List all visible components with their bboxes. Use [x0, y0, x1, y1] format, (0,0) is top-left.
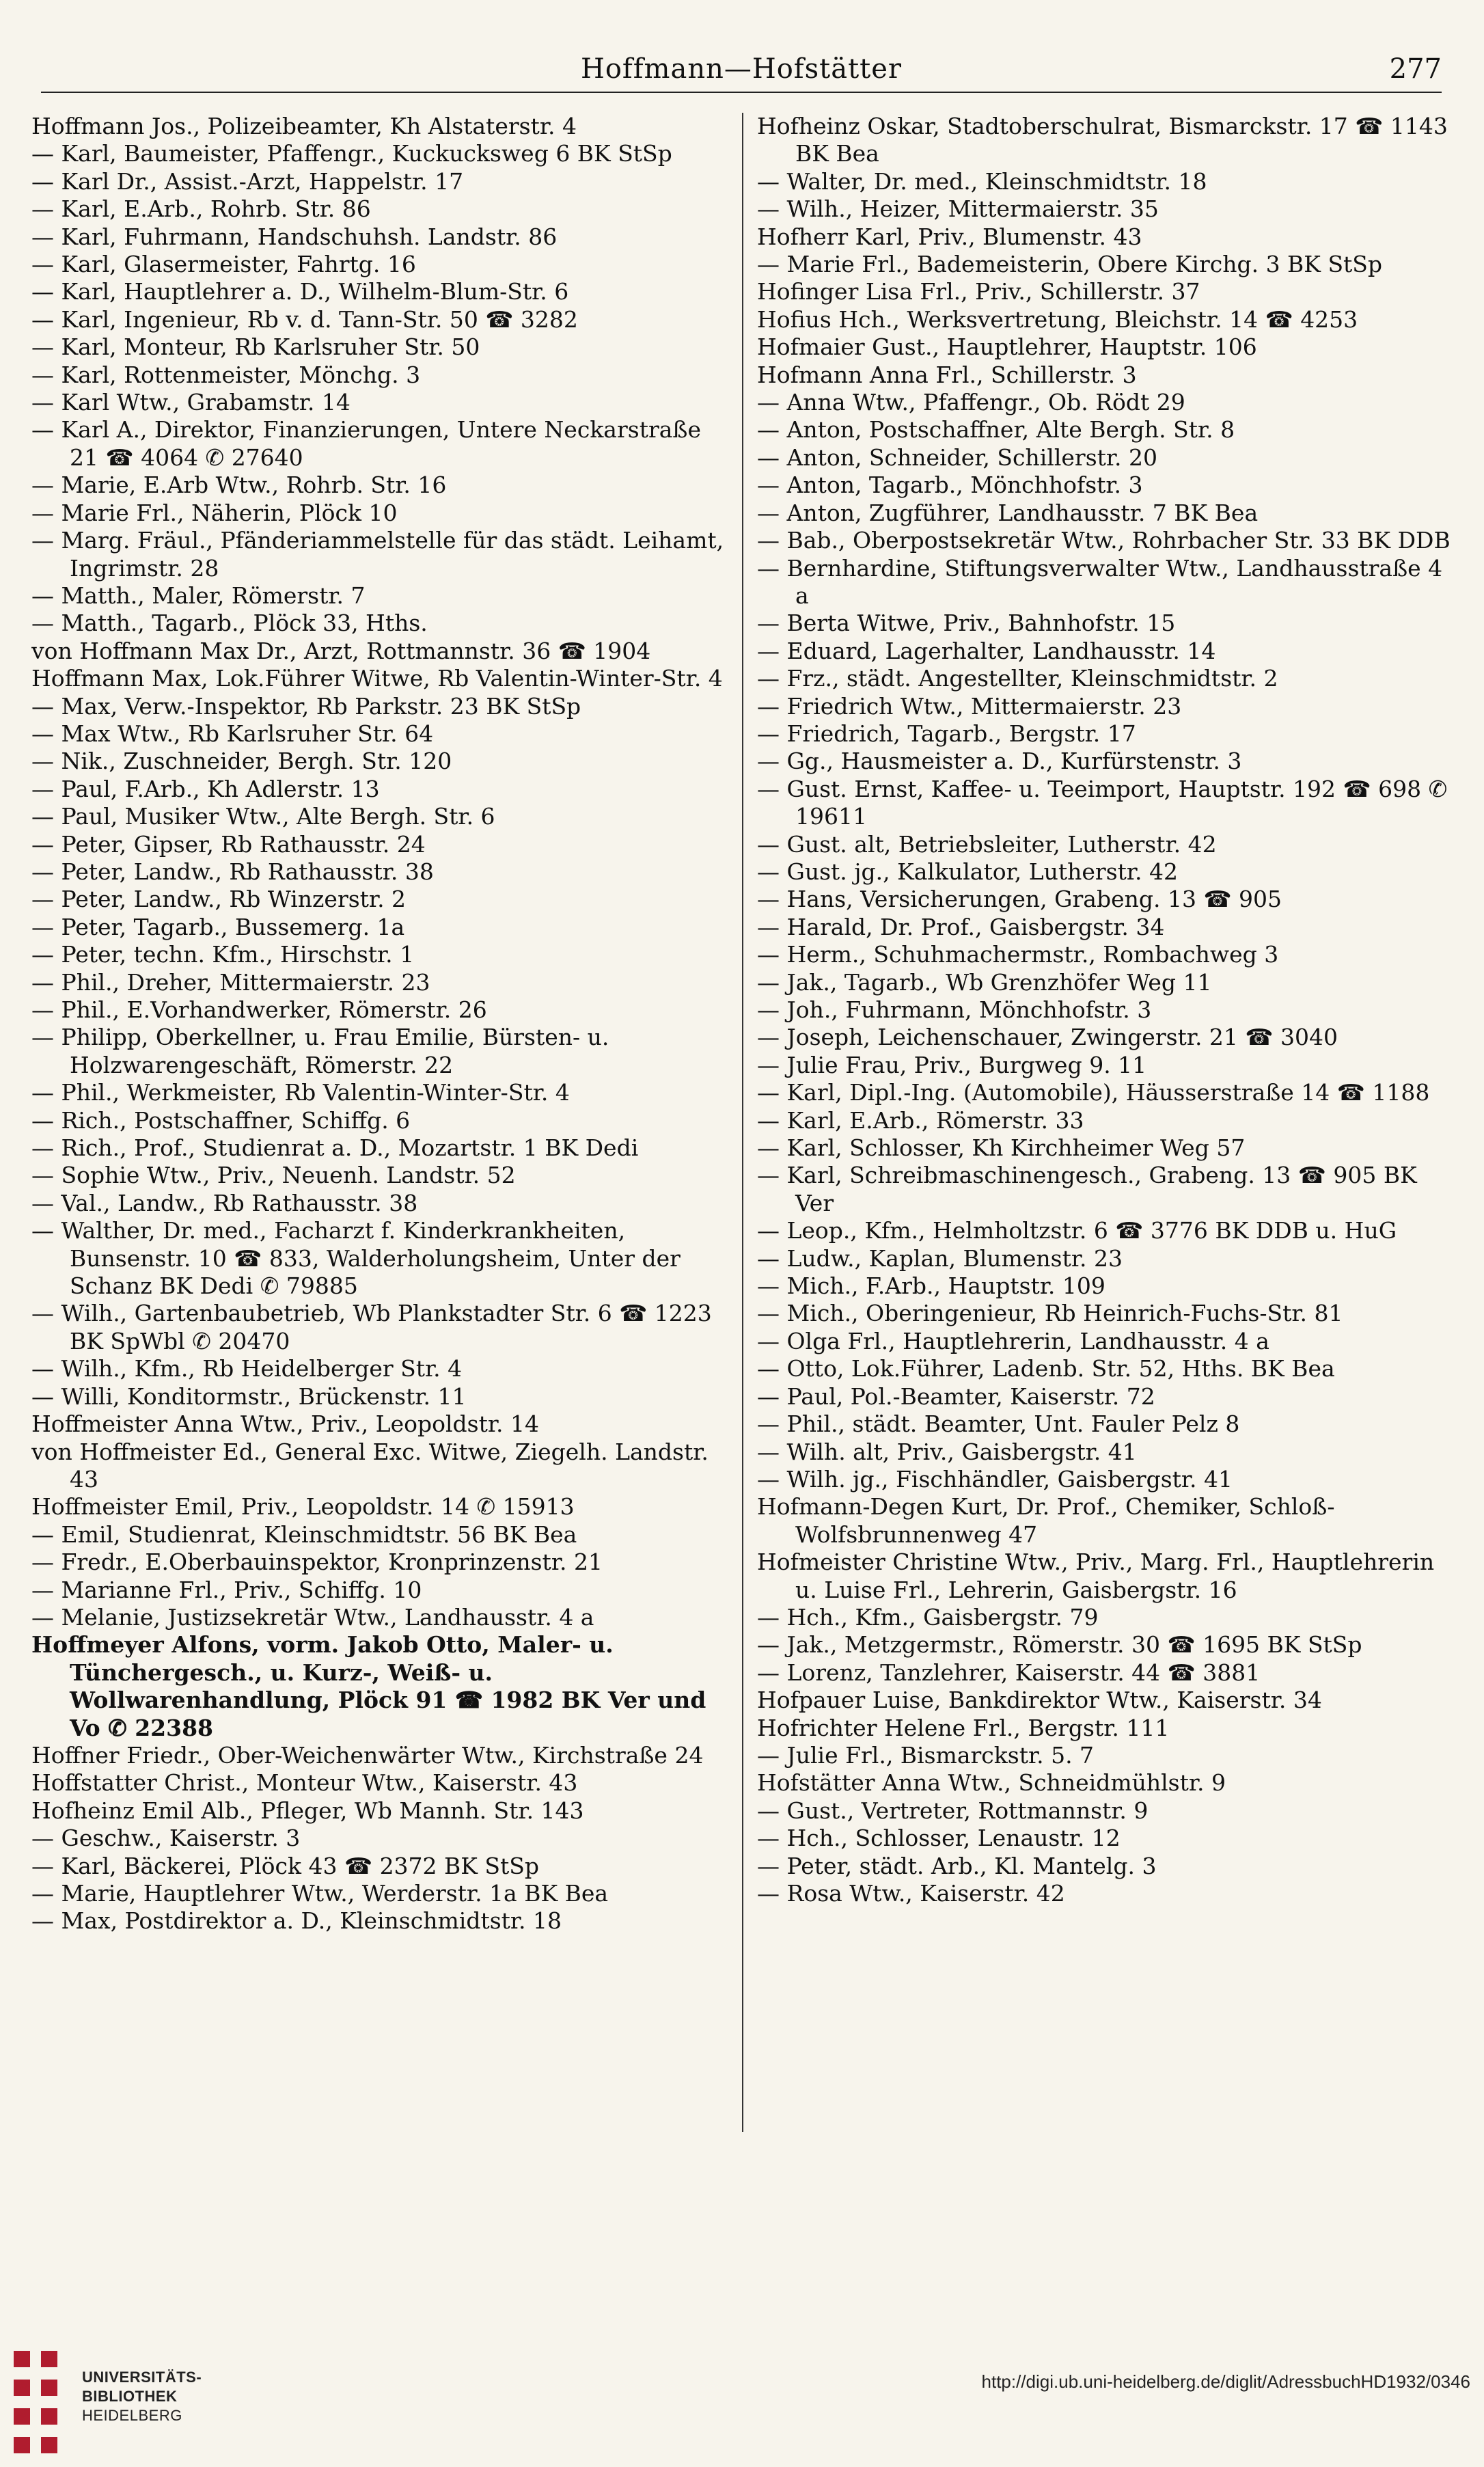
directory-entry: Hofmann-Degen Kurt, Dr. Prof., Chemiker, Schloß-Wolfsbrunnenweg 47	[757, 1493, 1335, 1548]
directory-entry: — Gust. Ernst, Kaffee- u. Teeimport, Hauptstr. 192 ☎ 698 ✆ 19611	[757, 775, 1448, 830]
directory-entry: Hofmaier Gust., Hauptlehrer, Hauptstr. 106	[757, 333, 1257, 361]
directory-entry: Hoffmann Jos., Polizeibeamter, Kh Alstaterstr. 4	[31, 113, 577, 139]
directory-entry: — Peter, Landw., Rb Rathausstr. 38	[31, 858, 434, 885]
directory-entry: — Anton, Schneider, Schillerstr. 20	[757, 444, 1158, 471]
right-column	[757, 113, 1461, 2132]
directory-entry: — Max Wtw., Rb Karlsruher Str. 64	[31, 720, 434, 747]
directory-entry: — Max, Verw.-Inspektor, Rb Parkstr. 23 BK StSp	[31, 692, 581, 720]
directory-entry: — Max, Postdirektor a. D., Kleinschmidtstr. 18	[31, 1907, 562, 1935]
directory-entry: Hoffner Friedr., Ober-Weichenwärter Wtw., Kirchstraße 24	[31, 1741, 704, 1769]
directory-entry: — Friedrich, Tagarb., Bergstr. 17	[757, 720, 1136, 747]
directory-entry: — Wilh., Gartenbaubetrieb, Wb Plankstadter Str. 6 ☎ 1223 BK SpWbl ✆ 20470	[31, 1300, 712, 1354]
directory-entry: Hoffmann Max, Lok.Führer Witwe, Rb Valentin-Winter-Str. 4	[31, 665, 723, 692]
directory-entry: — Fredr., E.Oberbauinspektor, Kronprinzenstr. 21	[31, 1549, 603, 1576]
directory-entry: — Wilh. alt, Priv., Gaisbergstr. 41	[757, 1438, 1137, 1465]
directory-entry: — Anna Wtw., Pfaffengr., Ob. Rödt 29	[757, 389, 1185, 416]
directory-entry: — Karl Dr., Assist.-Arzt, Happelstr. 17	[31, 167, 464, 195]
library-name	[82, 2368, 202, 2425]
directory-entry: — Anton, Tagarb., Mönchhofstr. 3	[757, 472, 1143, 499]
directory-entry: — Lorenz, Tanzlehrer, Kaiserstr. 44 ☎ 3881	[757, 1659, 1261, 1686]
directory-entry: Hofmeister Christine Wtw., Priv., Marg. Frl., Hauptlehrerin u. Luise Frl., Lehrerin, Gaisbergstr. 16	[757, 1549, 1435, 1603]
directory-entry: — Karl, Monteur, Rb Karlsruher Str. 50	[31, 333, 480, 361]
directory-entry: — Karl, Schreibmaschinengesch., Grabeng. 13 ☎ 905 BK Ver	[757, 1162, 1417, 1216]
directory-entry: — Karl, Fuhrmann, Handschuhsh. Landstr. 86	[31, 223, 558, 250]
directory-entry: — Olga Frl., Hauptlehrerin, Landhausstr. 4 a	[757, 1327, 1269, 1354]
directory-entry: — Bernhardine, Stiftungsverwalter Wtw., Landhausstraße 4 a	[757, 554, 1443, 609]
directory-entry: — Marie, E.Arb Wtw., Rohrb. Str. 16	[31, 472, 447, 499]
directory-entry: — Gust. alt, Betriebsleiter, Lutherstr. 42	[757, 830, 1217, 858]
directory-entry: — Peter, Tagarb., Bussemerg. 1a	[31, 913, 405, 940]
directory-entry: — Matth., Maler, Römerstr. 7	[31, 582, 366, 609]
directory-entry: — Rich., Prof., Studienrat a. D., Mozartstr. 1 BK Dedi	[31, 1134, 639, 1162]
directory-entry: — Phil., E.Vorhandwerker, Römerstr. 26	[31, 996, 487, 1023]
page-title: Hoffmann—Hofstätter	[580, 53, 903, 85]
directory-entry: — Melanie, Justizsekretär Wtw., Landhausstr. 4 a	[31, 1603, 594, 1631]
directory-entry: — Paul, Pol.-Beamter, Kaiserstr. 72	[757, 1382, 1155, 1410]
directory-entry: — Leop., Kfm., Helmholtzstr. 6 ☎ 3776 BK DDB u. HuG	[757, 1217, 1397, 1244]
directory-entry: — Wilh. jg., Fischhändler, Gaisbergstr. 41	[757, 1465, 1233, 1493]
directory-entry: — Marianne Frl., Priv., Schiffg. 10	[31, 1576, 422, 1603]
directory-entry: — Emil, Studienrat, Kleinschmidtstr. 56 BK Bea	[31, 1521, 577, 1548]
directory-entry: Hoffmeister Anna Wtw., Priv., Leopoldstr. 14	[31, 1410, 539, 1438]
directory-entry: — Peter, Gipser, Rb Rathausstr. 24	[31, 830, 426, 858]
directory-entry: — Mich., F.Arb., Hauptstr. 109	[757, 1272, 1105, 1300]
directory-entry: Hoffmeister Emil, Priv., Leopoldstr. 14 ✆ 15913	[31, 1493, 575, 1521]
directory-entry: — Marie Frl., Bademeisterin, Obere Kirchg. 3 BK StSp	[757, 251, 1383, 278]
directory-entry: — Bab., Oberpostsekretär Wtw., Rohrbacher Str. 33 BK DDB	[757, 527, 1451, 554]
directory-entry: Hofheinz Emil Alb., Pfleger, Wb Mannh. Str. 143	[31, 1797, 584, 1824]
directory-entry: — Wilh., Kfm., Rb Heidelberger Str. 4	[31, 1355, 463, 1382]
directory-entry: Hoffstatter Christ., Monteur Wtw., Kaiserstr. 43	[31, 1769, 578, 1797]
directory-entry: — Phil., Dreher, Mittermaierstr. 23	[31, 968, 430, 996]
directory-entry: — Paul, Musiker Wtw., Alte Bergh. Str. 6	[31, 803, 495, 830]
page-number: 277	[1389, 53, 1442, 85]
directory-entry: — Karl, Baumeister, Pfaffengr., Kuckucksweg 6 BK StSp	[31, 140, 672, 167]
directory-entry: — Willi, Konditormstr., Brückenstr. 11	[31, 1382, 467, 1410]
source-url[interactable]: http://digi.ub.uni-heidelberg.de/diglit/AdressbuchHD1932/0346	[981, 2371, 1470, 2392]
directory-entry: — Anton, Zugführer, Landhausstr. 7 BK Bea	[757, 499, 1259, 526]
directory-entry: — Karl, Bäckerei, Plöck 43 ☎ 2372 BK StSp	[31, 1852, 540, 1879]
directory-entry: Hofrichter Helene Frl., Bergstr. 111	[757, 1714, 1170, 1741]
directory-entry: — Joh., Fuhrmann, Mönchhofstr. 3	[757, 996, 1152, 1023]
directory-entry: — Peter, techn. Kfm., Hirschstr. 1	[31, 941, 415, 968]
directory-entry: — Otto, Lok.Führer, Ladenb. Str. 52, Hths. BK Bea	[757, 1355, 1335, 1382]
directory-entry: — Geschw., Kaiserstr. 3	[31, 1825, 301, 1852]
directory-entry: — Marie, Hauptlehrer Wtw., Werderstr. 1a BK Bea	[31, 1880, 609, 1907]
directory-entry: Hofstätter Anna Wtw., Schneidmühlstr. 9	[757, 1769, 1226, 1797]
directory-entry: — Sophie Wtw., Priv., Neuenh. Landstr. 52	[31, 1162, 516, 1189]
directory-entry: — Hch., Schlosser, Lenaustr. 12	[757, 1825, 1121, 1852]
directory-entry: Hoffmeyer Alfons, vorm. Jakob Otto, Maler- u. Tünchergesch., u. Kurz-, Weiß- u. Wollwarenhandlung, Plöck 91 ☎ 1982 BK Ver und Vo ✆ 22388	[31, 1631, 706, 1741]
directory-entry: — Hch., Kfm., Gaisbergstr. 79	[757, 1603, 1099, 1631]
directory-entry: — Ludw., Kaplan, Blumenstr. 23	[757, 1244, 1123, 1272]
directory-entry: von Hoffmann Max Dr., Arzt, Rottmannstr. 36 ☎ 1904	[31, 637, 651, 664]
directory-entry: — Karl, Hauptlehrer a. D., Wilhelm-Blum-Str. 6	[31, 278, 569, 305]
directory-entry: Hofinger Lisa Frl., Priv., Schillerstr. 37	[757, 278, 1200, 305]
directory-entry: — Paul, F.Arb., Kh Adlerstr. 13	[31, 775, 380, 802]
left-column	[31, 113, 735, 2132]
directory-entry: — Julie Frl., Bismarckstr. 5. 7	[757, 1741, 1095, 1769]
directory-entry: — Peter, Landw., Rb Winzerstr. 2	[31, 886, 407, 913]
directory-entry: Hofheinz Oskar, Stadtoberschulrat, Bismarckstr. 17 ☎ 1143 BK Bea	[757, 113, 1448, 167]
header-rule	[41, 92, 1442, 93]
directory-entry: — Marg. Fräul., Pfänderiammelstelle für das städt. Leihamt, Ingrimstr. 28	[31, 527, 724, 582]
directory-entry: — Jak., Metzgermstr., Römerstr. 30 ☎ 1695 BK StSp	[757, 1631, 1362, 1659]
directory-entry: — Karl, Dipl.-Ing. (Automobile), Häusserstraße 14 ☎ 1188	[757, 1079, 1430, 1106]
directory-entry: — Frz., städt. Angestellter, Kleinschmidtstr. 2	[757, 665, 1278, 692]
column-divider	[742, 113, 743, 2132]
directory-entry: — Karl, Rottenmeister, Mönchg. 3	[31, 361, 421, 388]
directory-entry: — Matth., Tagarb., Plöck 33, Hths.	[31, 610, 428, 637]
directory-entry: — Berta Witwe, Priv., Bahnhofstr. 15	[757, 610, 1176, 637]
directory-entry: — Walther, Dr. med., Facharzt f. Kinderkrankheiten, Bunsenstr. 10 ☎ 833, Walderholungsheim, Unter der Schanz BK Dedi ✆ 79885	[31, 1217, 681, 1300]
directory-entry: — Wilh., Heizer, Mittermaierstr. 35	[757, 195, 1159, 223]
directory-entry: — Karl, Ingenieur, Rb v. d. Tann-Str. 50 ☎ 3282	[31, 305, 578, 333]
directory-entry: — Hans, Versicherungen, Grabeng. 13 ☎ 905	[757, 886, 1282, 913]
library-name-line2: BIBLIOTHEK	[82, 2388, 178, 2405]
directory-entry: — Peter, städt. Arb., Kl. Mantelg. 3	[757, 1852, 1157, 1879]
directory-entry: — Karl Wtw., Grabamstr. 14	[31, 389, 351, 416]
directory-entry: Hofius Hch., Werksvertretung, Bleichstr. 14 ☎ 4253	[757, 305, 1358, 333]
directory-entry: — Gg., Hausmeister a. D., Kurfürstenstr. 3	[757, 748, 1242, 775]
directory-entry: — Marie Frl., Näherin, Plöck 10	[31, 499, 398, 526]
directory-entry: — Julie Frau, Priv., Burgweg 9. 11	[757, 1051, 1147, 1078]
directory-entry: — Philipp, Oberkellner, u. Frau Emilie, Bürsten- u. Holzwarengeschäft, Römerstr. 22	[31, 1024, 609, 1078]
directory-entry: — Gust. jg., Kalkulator, Lutherstr. 42	[757, 858, 1179, 885]
directory-entry: — Eduard, Lagerhalter, Landhausstr. 14	[757, 637, 1216, 664]
university-library-logo-icon	[14, 2351, 68, 2453]
directory-entry: — Jak., Tagarb., Wb Grenzhöfer Weg 11	[757, 968, 1212, 996]
directory-entry: — Karl, Schlosser, Kh Kirchheimer Weg 57	[757, 1134, 1246, 1162]
directory-entry: — Gust., Vertreter, Rottmannstr. 9	[757, 1797, 1149, 1824]
directory-entry: — Rich., Postschaffner, Schiffg. 6	[31, 1106, 411, 1134]
library-name-line1: UNIVERSITÄTS-	[82, 2369, 202, 2386]
page-footer	[0, 2337, 1484, 2467]
directory-entry: — Karl, E.Arb., Rohrb. Str. 86	[31, 195, 371, 223]
directory-entry: Hofpauer Luise, Bankdirektor Wtw., Kaiserstr. 34	[757, 1687, 1322, 1714]
directory-entry: Hofherr Karl, Priv., Blumenstr. 43	[757, 223, 1142, 250]
directory-entry: — Mich., Oberingenieur, Rb Heinrich-Fuchs-Str. 81	[757, 1300, 1343, 1327]
directory-entry: — Friedrich Wtw., Mittermaierstr. 23	[757, 692, 1182, 720]
directory-entry: — Phil., städt. Beamter, Unt. Fauler Pelz 8	[757, 1410, 1240, 1438]
directory-entry: — Nik., Zuschneider, Bergh. Str. 120	[31, 748, 452, 775]
directory-entry: — Walter, Dr. med., Kleinschmidtstr. 18	[757, 167, 1207, 195]
directory-entry: — Harald, Dr. Prof., Gaisbergstr. 34	[757, 913, 1165, 940]
directory-entry: — Karl A., Direktor, Finanzierungen, Untere Neckarstraße 21 ☎ 4064 ✆ 27640	[31, 416, 701, 471]
directory-entry: — Karl, E.Arb., Römerstr. 33	[757, 1106, 1084, 1134]
library-name-line3: HEIDELBERG	[82, 2407, 182, 2424]
directory-entry: — Phil., Werkmeister, Rb Valentin-Winter-Str. 4	[31, 1079, 570, 1106]
page-header	[41, 53, 1442, 94]
directory-entry: — Rosa Wtw., Kaiserstr. 42	[757, 1880, 1065, 1907]
directory-entry: von Hoffmeister Ed., General Exc. Witwe, Ziegelh. Landstr. 43	[31, 1438, 709, 1493]
directory-entry: — Joseph, Leichenschauer, Zwingerstr. 21 ☎ 3040	[757, 1024, 1338, 1051]
directory-entry: Hofmann Anna Frl., Schillerstr. 3	[757, 361, 1137, 388]
directory-entry: — Anton, Postschaffner, Alte Bergh. Str. 8	[757, 416, 1235, 444]
directory-entry: — Herm., Schuhmachermstr., Rombachweg 3	[757, 941, 1279, 968]
directory-entry: — Val., Landw., Rb Rathausstr. 38	[31, 1189, 418, 1216]
directory-entry: — Karl, Glasermeister, Fahrtg. 16	[31, 251, 416, 278]
